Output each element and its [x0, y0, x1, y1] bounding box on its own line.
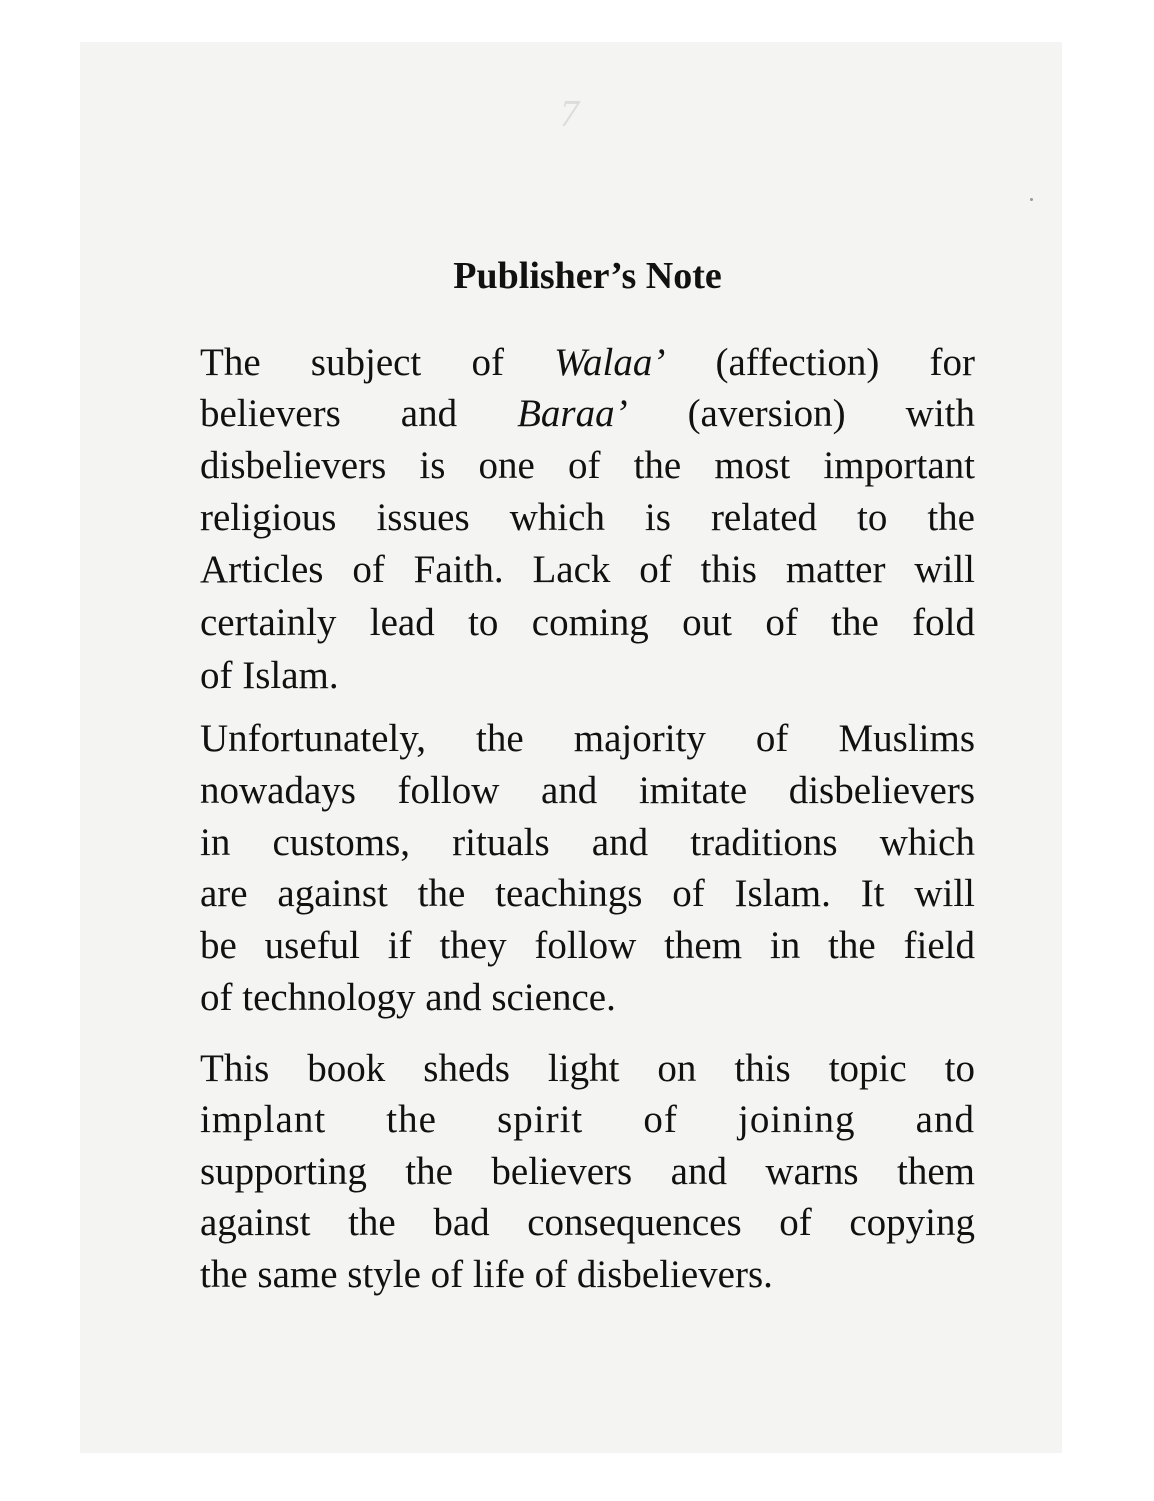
text-line: supporting the believers and warns them — [200, 1150, 975, 1193]
text-line: nowadays follow and imitate disbelievers — [200, 769, 975, 812]
text-line: against the bad consequences of copying — [200, 1201, 975, 1244]
page-number: 7 — [560, 93, 579, 135]
term-walaa: Walaa’ — [554, 341, 666, 384]
text-line: of technology and science. — [200, 976, 616, 1019]
text-line: disbelievers is one of the most important — [200, 444, 975, 487]
term-baraa: Baraa’ — [517, 392, 628, 435]
speck — [1030, 198, 1033, 201]
text-line: This book sheds light on this topic to — [200, 1047, 975, 1090]
text-line: Articles of Faith. Lack of this matter will — [200, 548, 975, 591]
text-line: religious issues which is related to the — [200, 496, 975, 539]
text-line: certainly lead to coming out of the fold — [200, 601, 975, 644]
text-line: of Islam. — [200, 654, 339, 697]
text-line: believers and Baraa’ (aversion) with — [200, 392, 976, 435]
text-line: be useful if they follow them in the field — [200, 924, 975, 967]
text-line: in customs, rituals and traditions which — [200, 821, 975, 864]
text-line: are against the teachings of Islam. It will — [200, 872, 975, 915]
text-line: The subject of Walaa’ (affection) for — [200, 341, 976, 384]
text-line: the same style of life of disbelievers. — [200, 1253, 773, 1296]
page-title: Publisher’s Note — [453, 255, 722, 297]
text-line: implant the spirit of joining and — [200, 1098, 975, 1141]
text-line: Unfortunately, the majority of Muslims — [200, 717, 975, 760]
